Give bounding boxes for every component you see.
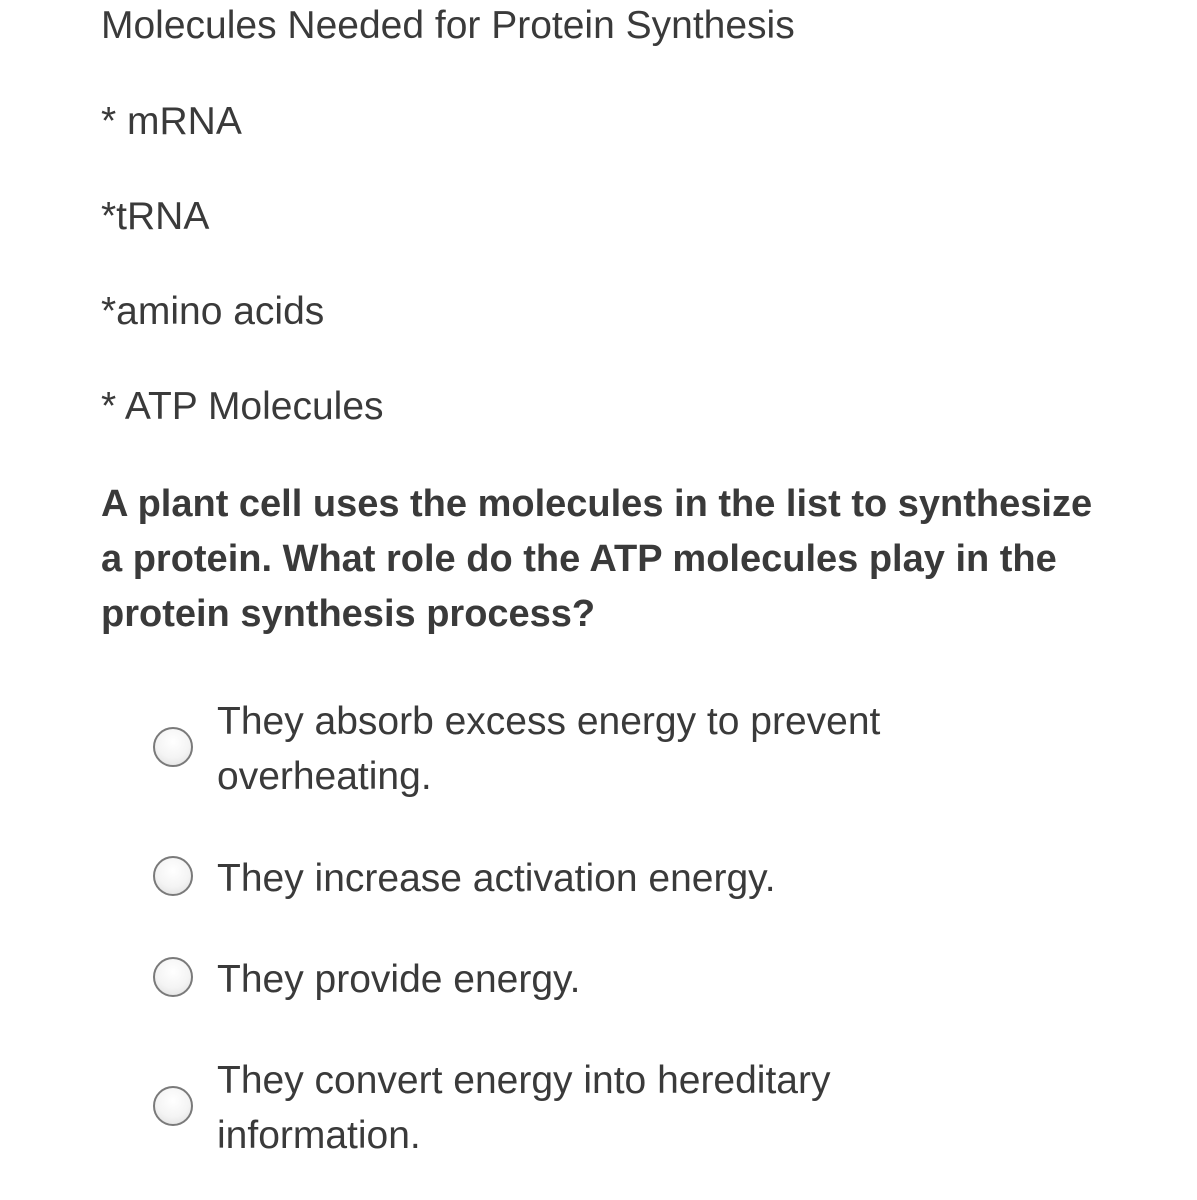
list-item-atp-molecules: * ATP Molecules bbox=[101, 385, 384, 428]
answer-option-label: They increase activation energy. bbox=[217, 857, 776, 900]
radio-button-icon[interactable] bbox=[153, 1086, 193, 1126]
answer-option-label: They absorb excess energy to prevent overheating. bbox=[217, 700, 881, 798]
list-title: Molecules Needed for Protein Synthesis bbox=[101, 4, 795, 47]
radio-button-icon[interactable] bbox=[153, 957, 193, 997]
radio-button-icon[interactable] bbox=[153, 727, 193, 767]
answer-option-label: They provide energy. bbox=[217, 958, 581, 1001]
answer-option-label: They convert energy into hereditary information. bbox=[217, 1059, 831, 1157]
question-text: A plant cell uses the molecules in the list to synthesize a protein. What role do the ATP molecules play in the protein synthesis process? bbox=[101, 483, 1093, 635]
radio-button-icon[interactable] bbox=[153, 856, 193, 896]
list-item-trna: *tRNA bbox=[101, 195, 210, 238]
list-item-amino-acids: *amino acids bbox=[101, 290, 325, 333]
list-item-mrna: * mRNA bbox=[101, 100, 242, 143]
